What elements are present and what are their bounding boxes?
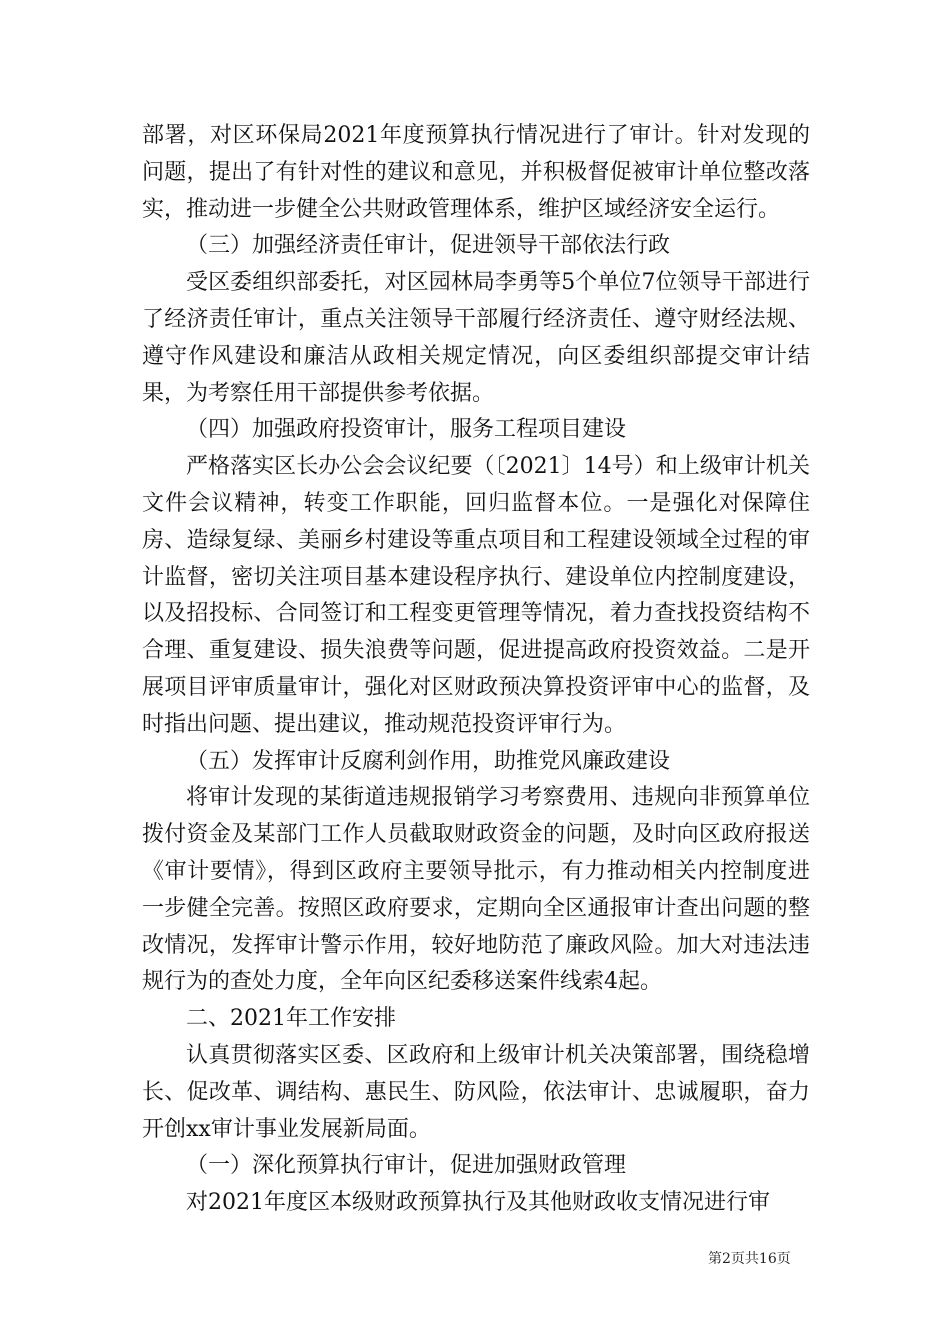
page-number: 第2页共16页 xyxy=(708,1251,791,1267)
document-body xyxy=(142,118,810,1222)
section-heading-5: （五）发挥审计反腐利剑作用，助推党风廉政建设 xyxy=(186,748,671,774)
paragraph-plan-intro: 认真贯彻落实区委、区政府和上级审计机关决策部署，围绕稳增长、促改革、调结构、惠民生、防风险，依法审计、忠诚履职，奋力开创xx审计事业发展新局面。 xyxy=(142,1042,810,1142)
paragraph-investment-audit: 严格落实区长办公会会议纪要（〔2021〕14号）和上级审计机关文件会议精神，转变工作职能，回归监督本位。一是强化对保障住房、造绿复绿、美丽乡村建设等重点项目和工程建设领域全过程的审计监督，密切关注项目基本建设程序执行、建设单位内控制度建设，以及招投标、合同签订和工程变更管理等情况，着力查找投资结构不合理、重复建设、损失浪费等问题，促进提高政府投资效益。二是开展项目评审质量审计，强化对区财政预决算投资评审中心的监督，及时指出问题、提出建议，推动规范投资评审行为。 xyxy=(142,454,810,737)
paragraph-continuation: 部署，对区环保局2021年度预算执行情况进行了审计。针对发现的问题，提出了有针对性的建议和意见，并积极督促被审计单位整改落实，推动进一步健全公共财政管理体系，维护区域经济安全运行。 xyxy=(142,123,810,222)
paragraph-anti-corruption: 将审计发现的某街道违规报销学习考察费用、违规向非预算单位拨付资金及某部门工作人员截取财政资金的问题，及时向区政府报送《审计要情》，得到区政府主要领导批示，有力推动相关内控制度进一步健全完善。按照区政府要求，定期向全区通报审计查出问题的整改情况，发挥审计警示作用，较好地防范了廉政风险。加大对违法违规行为的查处力度，全年向区纪委移送案件线索4起。 xyxy=(142,785,810,995)
paragraph-budget-audit: 对2021年度区本级财政预算执行及其他财政收支情况进行审 xyxy=(186,1190,770,1216)
section-heading-1: （一）深化预算执行审计，促进加强财政管理 xyxy=(186,1153,627,1179)
section-heading-3: （三）加强经济责任审计，促进领导干部依法行政 xyxy=(186,233,671,259)
section-heading-4: （四）加强政府投资审计，服务工程项目建设 xyxy=(186,417,627,443)
paragraph-economic-audit: 受区委组织部委托，对区园林局李勇等5个单位7位领导干部进行了经济责任审计，重点关注领导干部履行经济责任、遵守财经法规、遵守作风建设和廉洁从政相关规定情况，向区委组织部提交审计结果，为考察任用干部提供参考依据。 xyxy=(142,270,810,406)
section-heading-2021-plan: 二、2021年工作安排 xyxy=(186,1006,396,1032)
